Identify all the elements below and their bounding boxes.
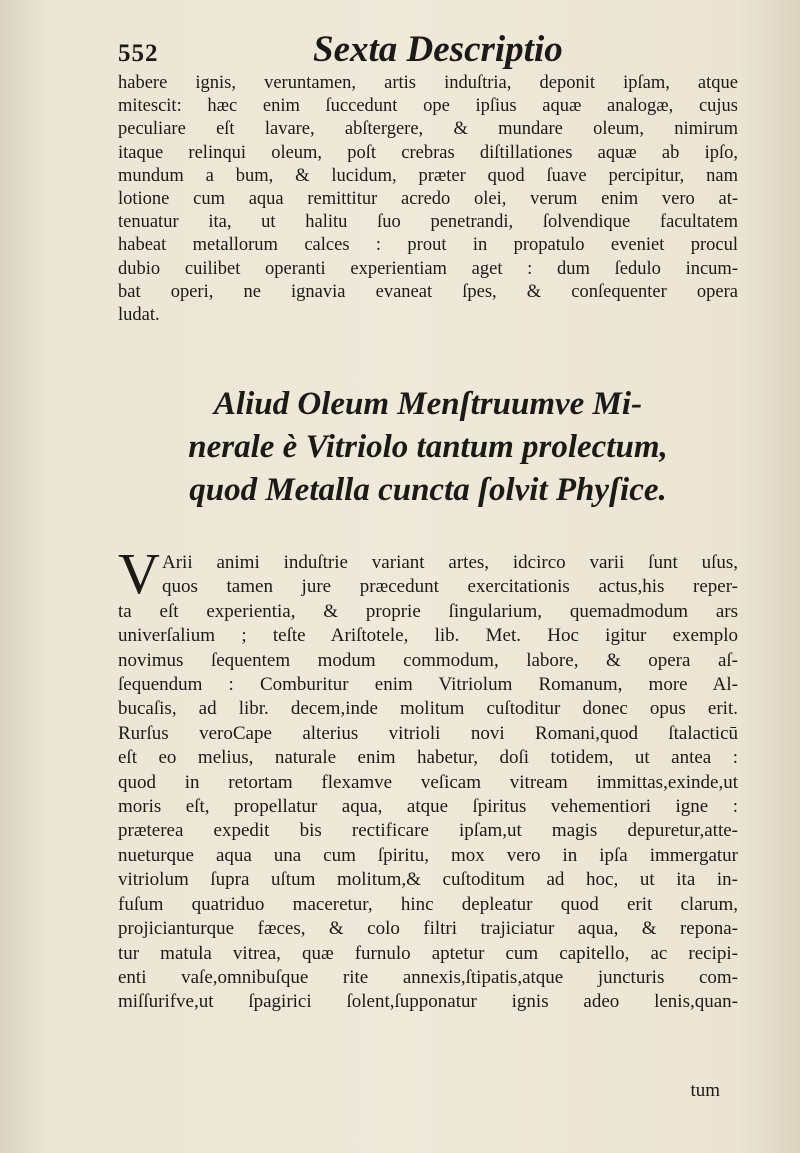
catchword: tum <box>690 1080 720 1101</box>
paragraph-1 <box>118 72 738 327</box>
text-line: habere ignis, veruntamen, artis induſtria, deponit ipſam, atque <box>118 73 738 93</box>
section-heading <box>118 383 738 512</box>
text-line: Arii animi induſtrie variant artes, idcirco varii ſunt uſus, <box>162 552 738 573</box>
drop-cap: V <box>118 541 160 606</box>
text-line: dubio cuilibet operanti experientiam aget : dum ſedulo incum- <box>118 258 738 279</box>
text-line: ludat. <box>118 305 160 326</box>
page-header <box>118 28 718 76</box>
text-line: nueturque aqua una cum ſpiritu, mox vero in ipſa immergatur <box>118 844 738 866</box>
paragraph-2 <box>118 551 738 1015</box>
text-line: fuſum quatriduo maceretur, hinc depleatur quod erit clarum, <box>118 893 738 915</box>
text-line: Rurſus veroCape alterius vitrioli novi Romani,quod ſtalacticū <box>118 722 738 744</box>
text-line: itaque relinqui oleum, poſt crebras diſtillationes aquæ ab ipſo, <box>118 142 738 163</box>
text-line: bucaſis, ad libr. decem,inde molitum cuſtoditur donec opus erit. <box>118 698 738 720</box>
running-head: Sexta Descriptio <box>313 29 563 70</box>
text-line: univerſalium ; teſte Ariſtotele, lib. Met. Hoc igitur exemplo <box>118 625 738 647</box>
text-line: projicianturque fæces, & colo filtri trajiciatur aqua, & repona- <box>118 918 738 940</box>
text-line: mundum a bum, & lucidum, præter quod ſuave percipitur, nam <box>118 165 738 186</box>
text-line: miſſurifve,ut ſpagirici ſolent,ſupponatur ignis adeo lenis,quan- <box>118 991 738 1013</box>
text-line: eſt eo melius, naturale enim habetur, doſi totidem, ut antea : <box>118 747 738 769</box>
text-line: præterea expedit bis rectificare ipſam,ut magis depuretur,atte- <box>118 820 738 842</box>
text-line: tur matula vitrea, quæ furnulo aptetur cum capitello, ac recipi- <box>118 942 738 964</box>
text-line: ta eſt experientia, & proprie ſingularium, quemadmodum ars <box>118 600 738 622</box>
text-line: habeat metallorum calces : prout in propatulo eveniet procul <box>118 235 738 256</box>
text-line: ſequendum : Comburitur enim Vitriolum Romanum, more Al- <box>118 674 738 696</box>
text-line: bat operi, ne ignavia evaneat ſpes, & conſequenter opera <box>118 281 738 302</box>
page-number: 552 <box>118 40 159 67</box>
text-line: tenuatur ita, ut halitu ſuo penetrandi, ſolvendique facultatem <box>118 212 738 233</box>
heading-line: Aliud Oleum Menſtruumve Mi- <box>213 386 643 422</box>
text-line: novimus ſequentem modum commodum, labore, & opera aſ- <box>118 649 738 671</box>
text-line: enti vaſe,omnibuſque rite annexis,ſtipatis,atque juncturis com- <box>118 966 738 988</box>
text-line: quos tamen jure præcedunt exercitationis actus,his reper- <box>162 576 738 598</box>
text-line: quod in retortam flexamve veſicam vitream immittas,exinde,ut <box>118 771 738 793</box>
text-line: lotione cum aqua remittitur acredo olei, verum enim vero at- <box>118 189 738 210</box>
text-line: vitriolum ſupra uſtum molitum,& cuſtoditum ad hoc, ut ita in- <box>118 869 738 891</box>
heading-line: quod Metalla cuncta ſolvit Phyſice. <box>189 472 667 508</box>
text-line: mitescit: hæc enim ſuccedunt ope ipſius aquæ analogæ, cujus <box>118 96 738 117</box>
heading-line: nerale è Vitriolo tantum prolectum, <box>188 429 668 465</box>
text-line: moris eſt, propellatur aqua, atque ſpiritus vehementiori igne : <box>118 796 738 818</box>
text-line: peculiare eſt lavare, abſtergere, & mundare oleum, nimirum <box>118 119 738 140</box>
